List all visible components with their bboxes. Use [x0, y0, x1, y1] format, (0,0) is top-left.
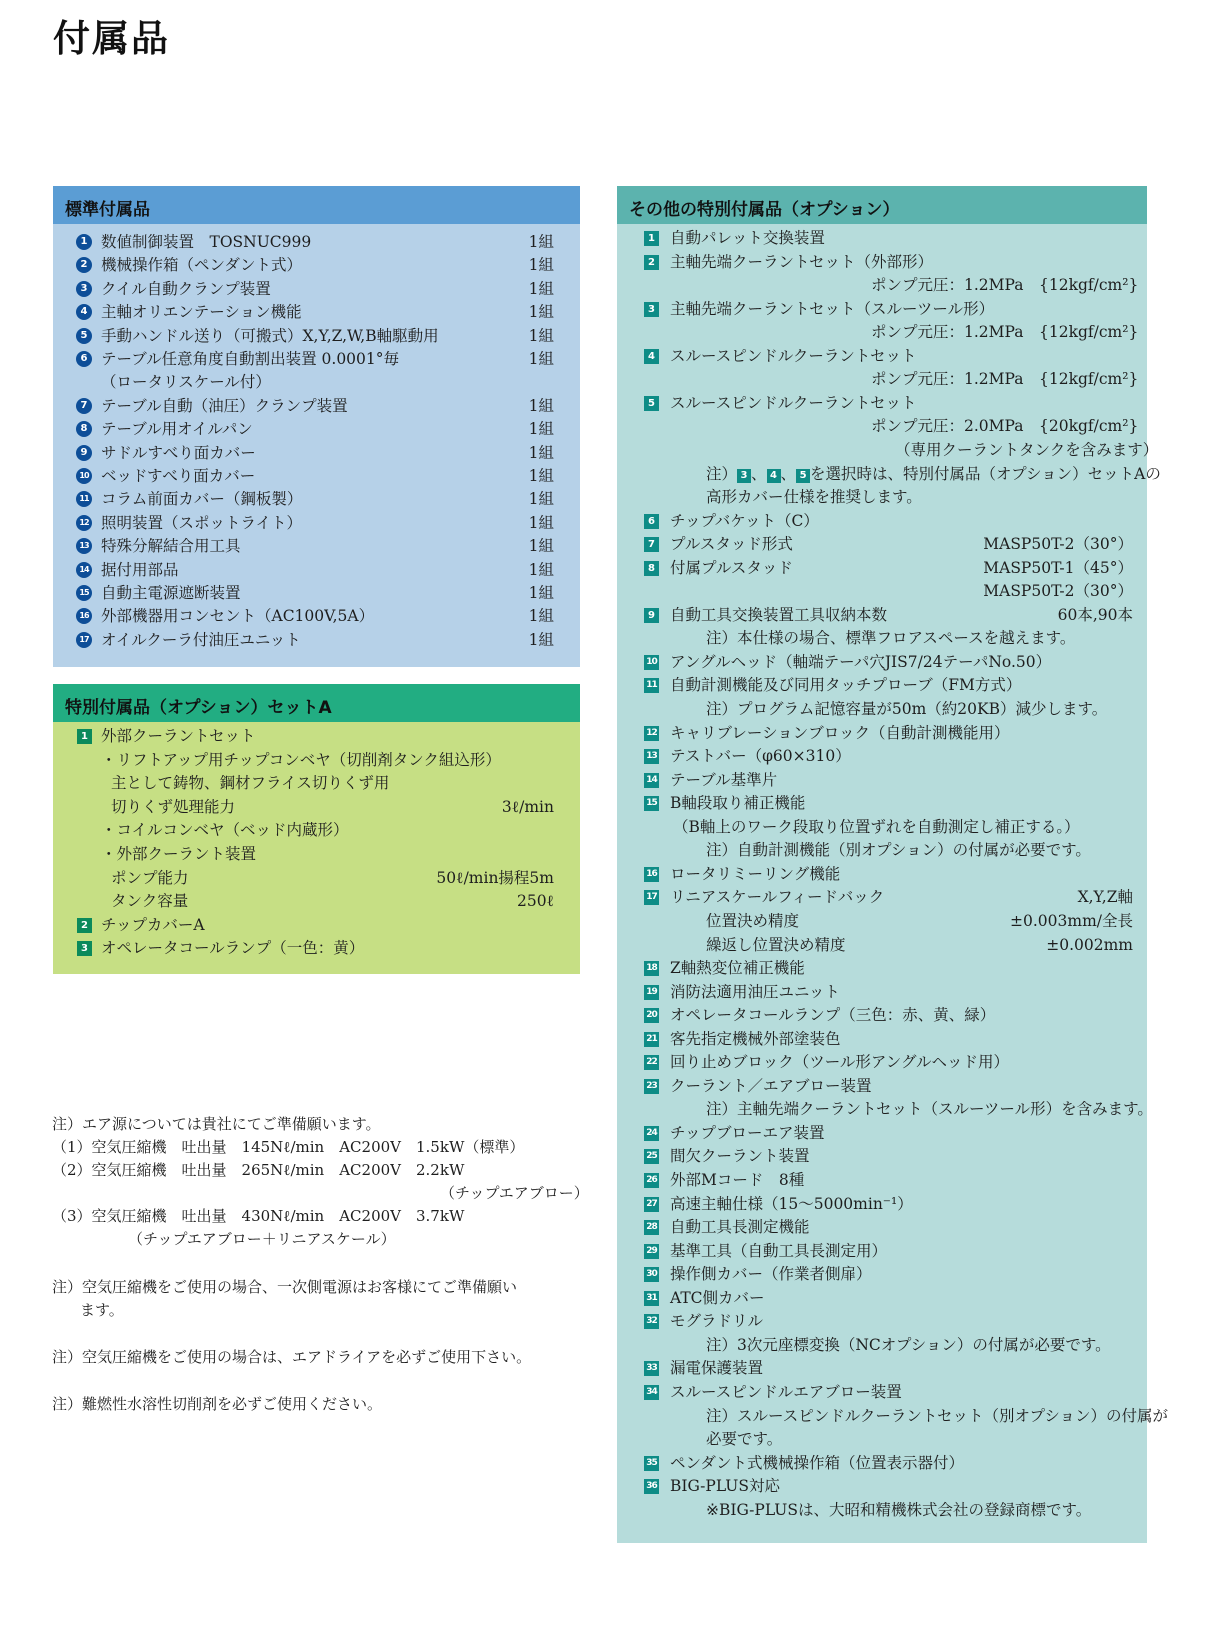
- item-label: 注）自動計測機能（別オプション）の付属が必要です。: [706, 841, 1091, 860]
- item-number-badge: 29: [644, 1244, 659, 1259]
- notes-block: [52, 1113, 589, 1416]
- item-number-badge: 17: [644, 890, 659, 905]
- item-number-badge: 30: [644, 1267, 659, 1282]
- option-item: [617, 956, 1147, 980]
- item-label: 主軸オリエンテーション機能: [101, 303, 302, 322]
- item-label: 照明装置（スポットライト）: [101, 513, 303, 532]
- item-number-badge: 5: [76, 328, 92, 344]
- option-item: [617, 862, 1147, 886]
- item-label: リニアスケールフィードバック: [670, 888, 885, 907]
- item-label: サドルすべり面カバー: [101, 443, 256, 462]
- item-label: 注）3次元座標変換（NCオプション）の付属が必要です。: [706, 1335, 1111, 1354]
- dryer-note-line: 注）空気圧縮機をご使用の場合は、エアドライアを必ずご使用下さい。: [52, 1348, 532, 1366]
- option-item: [617, 273, 1147, 297]
- item-number-badge: 2: [76, 257, 92, 273]
- item-number-badge: 1: [76, 234, 92, 250]
- air-note-line: （3）空気圧縮機 吐出量 430Nℓ/min AC200V 3.7kW: [52, 1207, 465, 1225]
- item-label: 自動パレット交換装置: [670, 229, 825, 247]
- item-quantity: 1組: [528, 607, 554, 626]
- option-item: [617, 462, 1161, 486]
- option-item: [617, 1239, 1147, 1263]
- item-number-badge: 22: [644, 1055, 659, 1070]
- option-item: [617, 556, 1147, 580]
- inline-number-badge: 5: [796, 469, 810, 483]
- option-item: [617, 532, 1147, 556]
- inline-number-badge: 3: [737, 469, 751, 483]
- item-number-badge: 13: [76, 538, 92, 554]
- option-item: [617, 673, 1147, 697]
- item-number-badge: 2: [644, 255, 659, 270]
- standard-item: [53, 558, 580, 582]
- item-label: 漏電保護装置: [670, 1359, 764, 1378]
- item-number-badge: 20: [644, 1008, 659, 1023]
- inline-number-badge: 4: [767, 469, 781, 483]
- standard-item: [53, 370, 580, 394]
- option-item: [617, 1097, 1153, 1121]
- item-number-badge: 8: [76, 421, 92, 437]
- option-item: [617, 579, 1147, 603]
- item-number-badge: 14: [644, 773, 659, 788]
- option-item: [617, 1003, 1147, 1027]
- option-item: [617, 485, 1147, 509]
- option-item: [617, 1474, 1147, 1498]
- item-label: スルースピンドルエアブロー装置: [670, 1382, 902, 1401]
- option-item: [617, 1192, 1147, 1216]
- item-number-badge: 27: [644, 1197, 659, 1212]
- item-value: 250ℓ: [516, 892, 554, 911]
- standard-item: [53, 417, 580, 441]
- set-a-item: [53, 748, 580, 772]
- option-item: [617, 721, 1147, 745]
- item-label: オペレータコールランプ（三色：赤、黄、緑）: [670, 1006, 996, 1025]
- item-number-badge: 17: [76, 632, 92, 648]
- item-label: 繰返し位置決め精度: [706, 935, 846, 954]
- item-label: テーブル自動（油圧）クランプ装置: [101, 396, 348, 415]
- option-item: [617, 226, 1147, 250]
- item-label: 注）主軸先端クーラントセット（スルーツール形）を含みます。: [706, 1100, 1153, 1119]
- item-number-badge: 34: [644, 1385, 659, 1400]
- item-label: クーラント／エアブロー装置: [670, 1076, 872, 1095]
- item-label: 注）本仕様の場合、標準フロアスペースを越えます。: [706, 629, 1076, 648]
- item-label: 外部Mコード 8種: [670, 1171, 805, 1189]
- standard-item: [53, 300, 580, 324]
- item-label: 注）スルースピンドルクーラントセット（別オプション）の付属が: [706, 1406, 1169, 1425]
- item-label: （専用クーラントタンクを含みます）: [895, 440, 1159, 459]
- item-value: 50ℓ/min揚程5m: [436, 868, 554, 887]
- option-item: [617, 367, 1147, 391]
- item-label: 客先指定機械外部塗装色: [670, 1029, 841, 1048]
- set-a-item: [53, 724, 580, 748]
- item-label: チップカバーA: [101, 915, 205, 934]
- option-item: [617, 1286, 1147, 1310]
- item-label: 外部クーラントセット: [101, 727, 256, 745]
- item-number-badge: 32: [644, 1314, 659, 1329]
- item-quantity: 1組: [528, 303, 554, 322]
- item-number-badge: 23: [644, 1079, 659, 1094]
- item-label: テーブル用オイルパン: [101, 420, 253, 439]
- item-label: モグラドリル: [670, 1312, 764, 1331]
- item-value: 3ℓ/min: [501, 797, 554, 816]
- item-label: （B軸上のワーク段取り位置ずれを自動測定し補正する。）: [673, 817, 1080, 836]
- item-label: 据付用部品: [101, 560, 179, 579]
- item-label: ポンプ元圧：1.2MPa {12kgf/cm²}: [871, 323, 1139, 342]
- item-label: チップバケット（C）: [670, 511, 819, 530]
- item-label: 付属プルスタッド: [670, 558, 793, 577]
- option-item: [617, 885, 1147, 909]
- item-label: 間欠クーラント装置: [670, 1147, 810, 1166]
- option-item: [617, 1050, 1147, 1074]
- standard-accessories-heading: 標準付属品: [53, 186, 580, 224]
- item-label: 切りくず処理能力: [111, 797, 236, 816]
- item-number-badge: 21: [644, 1032, 659, 1047]
- standard-accessories-box: [53, 186, 580, 667]
- item-label: スルースピンドルクーラントセット: [670, 393, 917, 412]
- item-label: タンク容量: [111, 892, 189, 911]
- item-label: キャリブレーションブロック（自動計測機能用）: [670, 723, 1010, 742]
- item-number-badge: 8: [644, 561, 659, 576]
- option-item: [617, 344, 1147, 368]
- item-label: チップブローエア装置: [670, 1123, 825, 1142]
- item-label: 高速主軸仕様（15〜5000min⁻¹）: [670, 1194, 913, 1213]
- item-number-badge: 3: [76, 281, 92, 297]
- item-label: ・コイルコンベヤ（ベッド内蔵形）: [101, 821, 349, 840]
- item-label: 回り止めブロック（ツール形アングルヘッド用）: [670, 1053, 1009, 1072]
- set-a-item: [53, 842, 580, 866]
- option-item: [617, 603, 1147, 627]
- item-label: ペンダント式機械操作箱（位置表示器付）: [670, 1453, 965, 1472]
- item-label: クイル自動クランプ装置: [101, 279, 271, 298]
- option-item: [617, 1027, 1147, 1051]
- item-value: MASP50T-1（45°）: [983, 558, 1133, 577]
- standard-item: [53, 511, 580, 535]
- item-label: 高形カバー仕様を推奨します。: [706, 488, 922, 507]
- item-number-badge: 26: [644, 1173, 659, 1188]
- item-number-badge: 4: [76, 304, 92, 320]
- item-quantity: 1組: [528, 630, 554, 649]
- item-number-badge: 7: [76, 398, 92, 414]
- item-number-badge: 15: [644, 796, 659, 811]
- option-item: [617, 1074, 1147, 1098]
- item-number-badge: 10: [76, 468, 92, 484]
- option-item: [617, 744, 1147, 768]
- option-item: [617, 1144, 1147, 1168]
- item-label: BIG-PLUS対応: [670, 1477, 780, 1496]
- item-number-badge: 2: [77, 918, 92, 933]
- option-item: [617, 1309, 1147, 1333]
- air-note-line: （チップエアブロー）: [440, 1184, 589, 1202]
- item-label: 自動工具長測定機能: [670, 1218, 810, 1237]
- set-a-item: [53, 771, 580, 795]
- item-label: 外部機器用コンセント（AC100V,5A）: [101, 607, 375, 626]
- item-number-badge: 16: [644, 867, 659, 882]
- option-item: [617, 509, 1147, 533]
- option-item: [617, 838, 1147, 862]
- item-label: 必要です。: [706, 1430, 783, 1449]
- item-number-badge: 11: [76, 491, 92, 507]
- item-label: ポンプ能力: [111, 868, 189, 887]
- item-quantity: 1組: [528, 350, 554, 368]
- item-label: プルスタッド形式: [670, 535, 793, 554]
- option-item: [617, 1451, 1147, 1475]
- power-note-line: ます。: [80, 1301, 124, 1319]
- option-item: [617, 909, 1147, 933]
- option-item: [617, 791, 1147, 815]
- item-value: 60本,90本: [1057, 605, 1133, 624]
- item-label: ATC側カバー: [670, 1288, 765, 1307]
- item-value: MASP50T-2（30°）: [983, 582, 1133, 601]
- item-label: テーブル基準片: [670, 770, 778, 789]
- option-item: [617, 320, 1147, 344]
- item-label: 主として鋳物、鋼材フライス切りくず用: [111, 774, 390, 793]
- option-item: [617, 626, 1147, 650]
- item-quantity: 1組: [528, 584, 554, 602]
- standard-item: [53, 441, 580, 465]
- option-item: [617, 1121, 1147, 1145]
- item-label: テーブル任意角度自動割出装置 0.0001°毎: [101, 350, 400, 368]
- item-label: 主軸先端クーラントセット（外部形）: [670, 252, 934, 271]
- item-quantity: 1組: [528, 233, 554, 251]
- item-label: 機械操作箱（ペンダント式）: [101, 256, 303, 275]
- item-label: スルースピンドルクーラントセット: [670, 346, 917, 365]
- item-label: B軸段取り補正機能: [670, 794, 806, 813]
- item-quantity: 1組: [528, 256, 554, 275]
- set-a-item: [53, 866, 580, 890]
- air-note-line: 注）エア源については貴社にてご準備願います。: [52, 1115, 381, 1133]
- option-item: [617, 1168, 1147, 1192]
- air-note-line: （2）空気圧縮機 吐出量 265Nℓ/min AC200V 2.2kW: [52, 1161, 465, 1179]
- item-value: ±0.003mm/全長: [1010, 911, 1133, 930]
- item-number-badge: 1: [77, 729, 92, 744]
- power-note-line: 注）空気圧縮機をご使用の場合、一次側電源はお客様にてご準備願い: [52, 1278, 518, 1296]
- option-item: [617, 815, 1147, 839]
- set-a-item: [53, 818, 580, 842]
- item-number-badge: 6: [76, 351, 92, 367]
- item-label: 自動工具交換装置工具収納本数: [670, 605, 888, 624]
- item-label: ベッドすべり面カバー: [101, 467, 256, 485]
- option-item: [617, 980, 1147, 1004]
- item-label: 基準工具（自動工具長測定用）: [670, 1241, 888, 1260]
- item-number-badge: 10: [644, 655, 659, 670]
- set-a-item: [53, 795, 580, 819]
- option-item: [617, 768, 1147, 792]
- item-label: ポンプ元圧：2.0MPa {20kgf/cm²}: [871, 417, 1139, 436]
- item-quantity: 1組: [528, 513, 554, 532]
- standard-item: [53, 604, 580, 628]
- item-label: 手動ハンドル送り（可搬式）X,Y,Z,W,B軸駆動用: [101, 326, 439, 345]
- item-label: ※BIG-PLUSは、大昭和精機株式会社の登録商標です。: [706, 1500, 1092, 1519]
- item-quantity: 1組: [528, 467, 554, 485]
- standard-item: [53, 347, 580, 371]
- option-set-a-box: [53, 684, 580, 974]
- item-label: 消防法適用油圧ユニット: [670, 982, 840, 1001]
- item-number-badge: 24: [644, 1126, 659, 1141]
- standard-item: [53, 253, 580, 277]
- option-item: [617, 1215, 1147, 1239]
- option-item: [617, 1356, 1147, 1380]
- item-number-badge: 3: [77, 941, 92, 956]
- option-item: [617, 1498, 1147, 1522]
- option-item: [617, 438, 1159, 462]
- standard-item: [53, 230, 580, 254]
- item-label: 主軸先端クーラントセット（スルーツール形）: [670, 299, 995, 318]
- option-item: [617, 933, 1147, 957]
- item-label: ・リフトアップ用チップコンベヤ（切削剤タンク組込形）: [101, 750, 501, 769]
- item-label: ロータリミーリング機能: [670, 864, 841, 883]
- option-item: [617, 650, 1147, 674]
- item-number-badge: 33: [644, 1361, 659, 1376]
- item-label: 特殊分解結合用工具: [101, 537, 241, 556]
- item-value: X,Y,Z軸: [1077, 888, 1133, 907]
- item-label: テストバー（φ60×310）: [670, 747, 851, 766]
- item-label: コラム前面カバー（鋼板製）: [101, 490, 303, 509]
- other-options-heading: その他の特別付属品（オプション）: [617, 186, 1147, 224]
- item-quantity: 1組: [528, 326, 554, 345]
- set-a-item: [53, 936, 580, 960]
- item-number-badge: 14: [76, 562, 92, 578]
- item-quantity: 1組: [528, 279, 554, 298]
- item-label: 注） 3 、 4 、 5 を選択時は、特別付属品（オプション）セットAの: [706, 464, 1161, 483]
- item-label: ・外部クーラント装置: [101, 845, 257, 863]
- item-number-badge: 4: [644, 349, 659, 364]
- option-item: [617, 1427, 1147, 1451]
- item-value: MASP50T-2（30°）: [983, 535, 1133, 554]
- item-number-badge: 25: [644, 1149, 659, 1164]
- item-label: 注）プログラム記憶容量が50m（約20KB）減少します。: [706, 700, 1108, 718]
- item-quantity: 1組: [528, 396, 554, 415]
- item-quantity: 1組: [528, 443, 554, 462]
- item-number-badge: 28: [644, 1220, 659, 1235]
- item-number-badge: 3: [644, 302, 659, 317]
- item-number-badge: 36: [644, 1479, 659, 1494]
- item-number-badge: 15: [76, 585, 92, 601]
- item-number-badge: 12: [76, 515, 92, 531]
- item-label: ポンプ元圧：1.2MPa {12kgf/cm²}: [871, 276, 1139, 295]
- option-item: [617, 250, 1147, 274]
- standard-item: [53, 464, 580, 488]
- item-label: 自動主電源遮断装置: [101, 584, 241, 602]
- option-item: [617, 1333, 1147, 1357]
- item-label: Z軸熱変位補正機能: [670, 959, 805, 978]
- option-item: [617, 1404, 1169, 1428]
- item-number-badge: 1: [644, 231, 659, 246]
- standard-item: [53, 277, 580, 301]
- option-item: [617, 1262, 1147, 1286]
- item-label: オイルクーラ付油圧ユニット: [101, 630, 301, 649]
- standard-item: [53, 394, 580, 418]
- item-number-badge: 7: [644, 537, 659, 552]
- item-number-badge: 31: [644, 1291, 659, 1306]
- item-label: 数値制御装置 TOSNUC999: [101, 233, 312, 251]
- item-number-badge: 18: [644, 961, 659, 976]
- item-number-badge: 12: [644, 726, 659, 741]
- item-number-badge: 9: [76, 445, 92, 461]
- item-number-badge: 16: [76, 608, 92, 624]
- page-title: 付属品: [53, 17, 170, 60]
- item-number-badge: 13: [644, 749, 659, 764]
- item-number-badge: 11: [644, 678, 659, 693]
- item-label: 自動計測機能及び同用タッチプローブ（FM方式）: [670, 676, 1022, 695]
- air-note-line: （1）空気圧縮機 吐出量 145Nℓ/min AC200V 1.5kW（標準）: [52, 1138, 525, 1156]
- item-label: 位置決め精度: [706, 911, 800, 930]
- item-label: ポンプ元圧：1.2MPa {12kgf/cm²}: [871, 370, 1139, 389]
- item-number-badge: 35: [644, 1456, 659, 1471]
- item-label: 操作側カバー（作業者側扉）: [670, 1265, 872, 1284]
- item-number-badge: 9: [644, 608, 659, 623]
- item-quantity: 1組: [528, 537, 554, 556]
- option-item: [617, 697, 1147, 721]
- item-label: アングルヘッド（軸端テーパ穴JIS7/24テーパNo.50）: [670, 652, 1052, 671]
- option-item: [617, 414, 1147, 438]
- item-quantity: 1組: [528, 490, 554, 509]
- set-a-item: [53, 889, 580, 913]
- other-options-box: [617, 186, 1169, 1543]
- set-a-item: [53, 913, 580, 937]
- standard-item: [53, 324, 580, 348]
- option-item: [617, 297, 1147, 321]
- option-item: [617, 391, 1147, 415]
- item-number-badge: 19: [644, 985, 659, 1000]
- standard-item: [53, 581, 580, 605]
- air-note-line: （チップエアブロー＋リニアスケール）: [128, 1230, 396, 1248]
- standard-item: [53, 487, 580, 511]
- item-number-badge: 6: [644, 514, 659, 529]
- item-label: オペレータコールランプ（一色：黄）: [101, 939, 365, 958]
- option-item: [617, 1380, 1147, 1404]
- item-label: （ロータリスケール付）: [101, 373, 271, 392]
- item-quantity: 1組: [528, 560, 554, 579]
- option-set-a-heading: 特別付属品（オプション）セットA: [53, 684, 580, 722]
- item-number-badge: 5: [644, 396, 659, 411]
- standard-item: [53, 628, 580, 652]
- item-value: ±0.002mm: [1046, 935, 1133, 954]
- item-quantity: 1組: [528, 420, 554, 439]
- standard-item: [53, 534, 580, 558]
- coolant-note-line: 注）難燃性水溶性切削剤を必ずご使用ください。: [52, 1395, 383, 1413]
